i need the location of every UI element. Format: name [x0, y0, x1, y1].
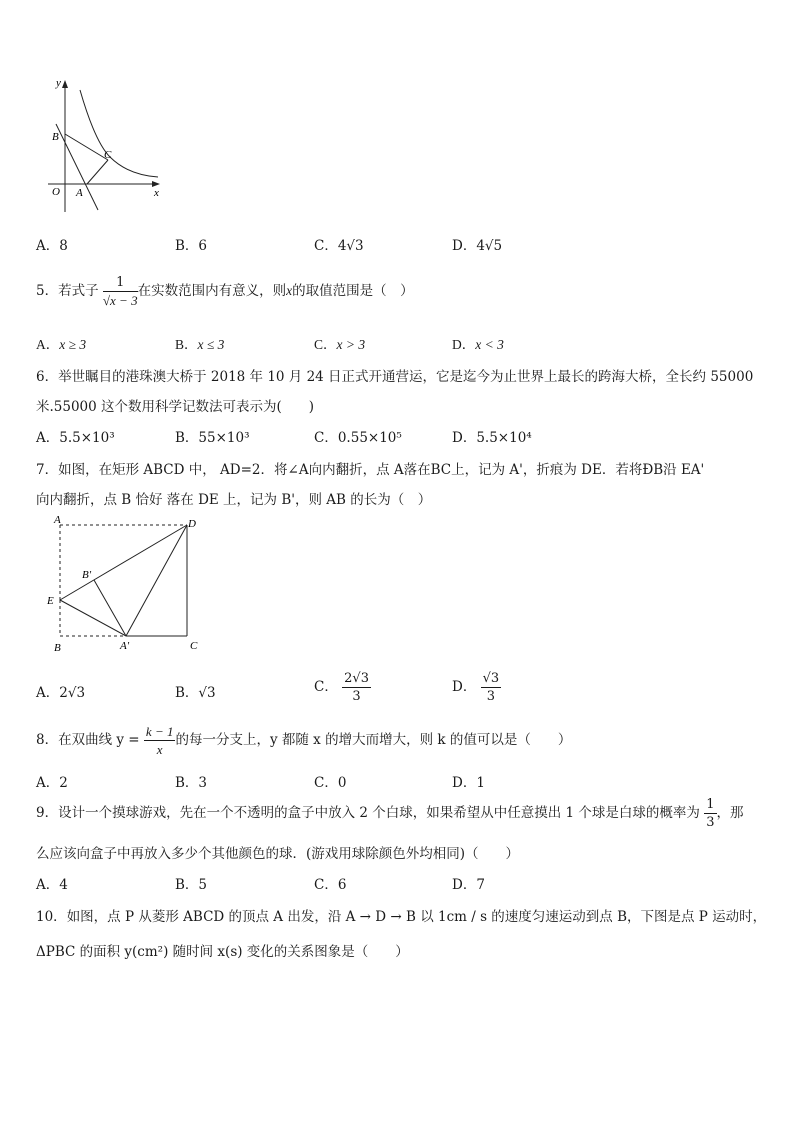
- q5-option-b: [175, 333, 224, 353]
- q7-label-e: E: [47, 595, 54, 607]
- q8-frac-num: k − 1: [145, 724, 174, 739]
- q7-option-b: [175, 681, 216, 701]
- q9-frac-den: 3: [706, 815, 715, 830]
- q4-label-c: C: [104, 149, 112, 161]
- q4-y-arrow: [62, 80, 68, 88]
- q7-number: 7．: [36, 462, 59, 478]
- q9-option-d: [452, 873, 485, 893]
- q7-option-c: [314, 672, 371, 703]
- option-value: 4: [59, 877, 68, 893]
- option-letter: B．: [175, 775, 199, 791]
- option-value: 5.5×10⁴: [476, 430, 532, 446]
- q7-line-ed: [60, 525, 187, 600]
- q6-line1: 举世瞩目的港珠澳大桥于 2018 年 10 月 24 日正式开通营运，它是迄今为止世界上最长的跨海大桥，全长约 55000: [58, 369, 754, 385]
- q8-option-b: [175, 771, 207, 791]
- q9-question-line2: [36, 842, 519, 862]
- q4-label-x: x: [154, 187, 159, 199]
- option-value: 0: [337, 775, 347, 791]
- q6-line2: 米.55000 这个数用科学记数法可表示为( ): [36, 399, 315, 415]
- q9-line2: 么应该向盒子中再放入多少个其他颜色的球．(游戏用球除颜色外均相同)（ ）: [36, 846, 520, 862]
- option-letter: D．: [452, 679, 477, 695]
- q5-option-c: [314, 333, 365, 353]
- q6-question-line2: [36, 395, 314, 415]
- q7-label-a-prime: A': [120, 640, 130, 652]
- q8-text-after: 的每一分支上，y 都随 x 的增大而增大，则 k 的值可以是（ ）: [175, 732, 572, 748]
- q6-number: 6．: [36, 369, 59, 385]
- q5-number: 5．: [36, 283, 59, 299]
- q7-option-a: [36, 681, 85, 701]
- option-letter: D．: [452, 877, 477, 893]
- option-frac-den: 3: [486, 689, 496, 704]
- option-value: x > 3: [336, 337, 366, 352]
- q5-text-after: 在实数范围内有意义，则: [137, 283, 287, 299]
- option-letter: C．: [314, 238, 338, 254]
- q5-frac-num: 1: [103, 276, 138, 292]
- option-letter: A．: [36, 337, 60, 352]
- q5-text-before: 若式子: [58, 283, 99, 299]
- q7-option-d-fraction: [481, 672, 502, 703]
- option-value: 2√3: [59, 685, 86, 701]
- q9-fraction: [704, 798, 716, 829]
- q5-fraction: [103, 276, 138, 307]
- option-letter: B．: [175, 337, 198, 352]
- q9-line1-after: ，那: [716, 805, 744, 821]
- option-value: 4√5: [476, 238, 503, 254]
- option-letter: D．: [452, 238, 477, 254]
- q9-option-c: [314, 873, 346, 893]
- option-value: 4√3: [337, 238, 364, 254]
- option-value: 2: [59, 775, 68, 791]
- q5-question: [36, 276, 414, 307]
- q6-option-d: [452, 426, 532, 446]
- q9-frac-num: 1: [706, 797, 715, 812]
- option-letter: D．: [452, 337, 476, 352]
- q7-option-c-fraction: [342, 672, 371, 703]
- option-letter: C．: [314, 430, 338, 446]
- option-value: 0.55×10⁵: [337, 430, 402, 446]
- option-letter: B．: [175, 877, 199, 893]
- option-value: 3: [198, 775, 208, 791]
- option-value: 7: [476, 877, 485, 893]
- q7-line-da-prime: [126, 525, 187, 636]
- option-letter: A．: [36, 775, 60, 791]
- option-letter: A．: [36, 685, 60, 701]
- option-letter: C．: [314, 877, 338, 893]
- q4-label-b: B: [52, 131, 59, 143]
- option-value: x < 3: [475, 337, 504, 352]
- q5-option-a: [36, 333, 86, 353]
- q10-line2: ΔPBC 的面积 y(cm²) 随时间 x(s) 变化的关系图象是（ ）: [36, 944, 409, 960]
- q7-question-line1: [36, 458, 704, 478]
- q4-option-c: [314, 234, 364, 254]
- option-letter: C．: [314, 775, 338, 791]
- q5-option-d: [452, 333, 504, 353]
- option-frac-num: √3: [482, 671, 500, 686]
- q8-frac-den: x: [156, 742, 163, 757]
- q7-line1: 如图，在矩形 ABCD 中， AD=2．将∠A向内翻折，点 A落在BC上，记为 A'，折痕为 DE．若将ÐB沿 EA': [58, 462, 705, 478]
- q9-line1-before: 设计一个摸球游戏，先在一个不透明的盒子中放入 2 个白球，如果希望从中任意摸出 1 个球是白球的概率为: [58, 805, 700, 821]
- q4-figure: [40, 72, 170, 218]
- q7-label-d: D: [188, 518, 196, 530]
- q4-segment-ac: [87, 160, 108, 184]
- option-letter: B．: [175, 685, 199, 701]
- q4-hyperbola: [80, 90, 158, 177]
- q6-question-line1: [36, 365, 753, 385]
- q9-question-line1: [36, 798, 744, 829]
- q4-label-a: A: [76, 187, 83, 199]
- q6-option-a: [36, 426, 115, 446]
- q8-text-before: 在双曲线 y =: [58, 732, 140, 748]
- q9-option-b: [175, 873, 207, 893]
- q8-option-d: [452, 771, 485, 791]
- option-frac-den: 3: [352, 689, 361, 704]
- q7-label-b: B: [54, 642, 61, 654]
- q7-figure: [42, 512, 212, 657]
- option-letter: B．: [175, 238, 199, 254]
- q7-question-line2: [36, 488, 431, 508]
- q7-line2: 向内翻折，点 B 恰好 落在 DE 上，记为 B'，则 AB 的长为（ ）: [36, 492, 432, 508]
- option-letter: A．: [36, 238, 60, 254]
- option-value: x ≤ 3: [197, 337, 225, 352]
- q8-question: [36, 725, 571, 756]
- option-letter: B．: [175, 430, 199, 446]
- option-value: √3: [198, 685, 216, 701]
- option-letter: A．: [36, 877, 60, 893]
- option-value: 5.5×10³: [59, 430, 115, 446]
- q10-number: 10．: [36, 909, 67, 925]
- q4-label-y: y: [56, 77, 61, 89]
- option-value: 6: [198, 238, 208, 254]
- option-value: 6: [337, 877, 347, 893]
- q6-option-b: [175, 426, 250, 446]
- q6-option-c: [314, 426, 402, 446]
- q4-option-d: [452, 234, 502, 254]
- q8-option-c: [314, 771, 346, 791]
- q8-fraction: [144, 725, 176, 756]
- q7-label-b-prime: B': [82, 569, 92, 581]
- q4-label-o: O: [52, 186, 60, 198]
- q4-option-a: [36, 234, 68, 254]
- q5-text-end: 的取值范围是（ ）: [292, 283, 414, 299]
- option-value: x ≥ 3: [59, 337, 87, 352]
- option-value: 1: [476, 775, 485, 791]
- q8-number: 8．: [36, 732, 59, 748]
- q7-label-a: A: [54, 514, 61, 526]
- option-frac-num: 2√3: [344, 671, 369, 686]
- q9-option-a: [36, 873, 68, 893]
- q7-option-d: [452, 672, 501, 703]
- q5-var: x: [286, 283, 293, 298]
- option-letter: D．: [452, 430, 477, 446]
- q4-option-b: [175, 234, 207, 254]
- option-value: 55×10³: [198, 430, 250, 446]
- q8-option-a: [36, 771, 68, 791]
- q7-label-c: C: [190, 640, 198, 652]
- q10-question-line1: [36, 905, 766, 925]
- q10-line1: 如图，点 P 从菱形 ABCD 的顶点 A 出发，沿 A → D → B 以 1cm / s 的速度匀速运动到点 B，下图是点 P 运动时，: [66, 909, 767, 925]
- option-value: 5: [198, 877, 208, 893]
- option-letter: C．: [314, 679, 338, 695]
- option-letter: C．: [314, 337, 337, 352]
- q9-number: 9．: [36, 805, 59, 821]
- q5-frac-den: √x − 3: [102, 293, 138, 308]
- option-letter: A．: [36, 430, 60, 446]
- q10-question-line2: [36, 940, 409, 960]
- option-value: 8: [59, 238, 68, 254]
- option-letter: D．: [452, 775, 477, 791]
